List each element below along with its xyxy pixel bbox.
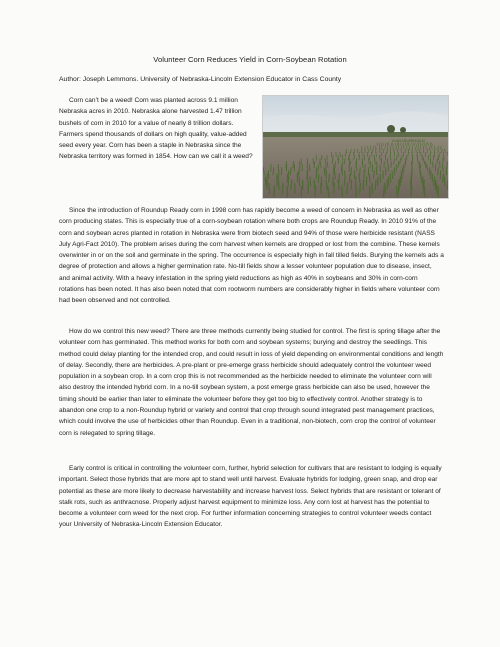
corn-plant	[310, 177, 311, 186]
corn-plant	[315, 186, 316, 196]
paragraph-intro	[59, 95, 257, 163]
corn-plant	[388, 177, 389, 186]
corn-plant	[293, 162, 294, 168]
corn-plant	[444, 177, 445, 186]
paragraph-early-control	[59, 463, 444, 531]
corn-plant	[342, 186, 343, 196]
corn-plant	[447, 180, 448, 189]
corn-plant	[265, 177, 266, 186]
corn-plant	[347, 183, 348, 193]
corn-plant	[326, 171, 327, 179]
corn-plant	[307, 174, 308, 182]
paragraph-background-text: Since the introduction of Roundup Ready corn in 1998 corn has rapidly become a weed of concern in Nebraska as well as other corn producing states. This is especially true of a corn-soybean rotation where both crops are Roundup Ready. In 2010 91% of the corn and soybean acres planted in rotation in Nebraska were from biotech seed and 94% of those were herbicide resistant (NASS July Agri-Fact 2010). The problem arises during the corn harvest when kernels are dropped or lost from the combine. These kernels overwinter in or on the soil and germinate in the spring. The occurrence is especially high in fall tilled fields. Burying the kernels ads a degree of protection and allows a higher germination rate. No-till fields show a lesser volunteer population due to disease, insect, and animal activity. With a heavy infestation in the spring yield reductions as high as 40% in soybeans and 30% in corn-corn rotations has been noted. It has also been noted that corn rootworm numbers are considerably higher in fields where volunteer corn had been observed and not controlled.	[59, 207, 444, 305]
corn-plant	[328, 186, 329, 196]
corn-plant	[372, 183, 373, 193]
corn-plant	[267, 180, 268, 189]
corn-plant	[359, 174, 360, 182]
corn-plant	[355, 177, 356, 186]
corn-plant	[392, 171, 393, 179]
paragraph-control-methods-text: How do we control this new weed? There are three methods currently being studied for control. The first is spring tillage after the volunteer corn has germinated. This method works for both corn and soybean systems; burying and destroy the seedlings. This method could delay planting for the intended crop, and could result in loss of yield depending on environmental conditions and length of delay. Secondly, there are herbicides. A pre-plant or pre-emerge grass herbicide should adequately control the volunteer weed population in a soybean crop. In a corn crop this is not recommended as the herbicide needed to eliminate the volunteer corn will also destroy the intended hybrid corn. In a no-till soybean system, a post emerge grass herbicide can also be used, however the timing should be earlier than later to eliminate the volunteer before they get too big to effectively control. Another strategy is to abandon one crop to a non-Roundup hybrid or variety and control that crop through sound integrated pest management practices, which could involve the use of herbicides other than Roundup. Even in a traditional, non-biotech, corn crop the control of volunteer corn is relegated to spring tillage.	[59, 328, 444, 437]
corn-plant	[360, 183, 361, 193]
corn-plant	[278, 171, 279, 179]
corn-plant	[385, 183, 386, 193]
corn-plant	[363, 180, 364, 189]
corn-plant	[288, 177, 289, 186]
corn-plant	[390, 174, 391, 182]
corn-plant	[436, 183, 437, 193]
cornfield-photo	[262, 95, 449, 199]
corn-plant	[384, 186, 385, 196]
paragraph-control-methods	[59, 326, 444, 439]
corn-plant	[397, 186, 398, 196]
corn-plant	[282, 183, 283, 193]
corn-plant	[438, 186, 439, 196]
corn-plant	[398, 183, 399, 193]
corn-plant	[411, 186, 412, 196]
corn-plant	[412, 158, 413, 163]
corn-plant	[438, 168, 439, 175]
corn-plant	[274, 186, 275, 196]
paragraph-background	[59, 205, 444, 307]
paragraph-intro-text: Corn can’t be a weed! Corn was planted across 9.1 million Nebraska acres in 2010. Nebraska alone harvested 1.47 trillion bushels of corn in 2010 for a value of nearly 8 trillion dollars. Farmers spend thousands of dollars on high quality, value-added seed every year. Corn has been a staple in Nebraska since the Nebraska territory was formed in 1854. How can we call it a weed?	[59, 97, 253, 161]
document-title: Volunteer Corn Reduces Yield in Corn-Soybean Rotation	[153, 55, 347, 64]
corn-plant	[434, 177, 435, 186]
corn-plant	[318, 174, 319, 182]
paragraph-early-control-text: Early control is critical in controlling the volunteer corn, further, hybrid selection for cultivars that are resistant to lodging is equally important. Select those hybrids that are more apt to stand well until harvest. Evaluate hybrids for lodging, green snap, and drop ear potential as these are more likely to decrease harvestability and increase harvest loss. Select hybrids that are resistant or tolerant of stalk rots, such as anthracnose. Properly adjust harvest equipment to minimize loss. Any corn lost at harvest has the potential to become a volunteer corn weed for the next crop. For further information concerning strategies to control volunteer weeds contact your University of Nebraska-Lincoln Extension Educator.	[59, 465, 442, 529]
corn-plant	[295, 183, 296, 193]
author-line: Author: Joseph Lemmons. University of Nebraska-Lincoln Extension Educator in Cass County	[59, 76, 342, 83]
corn-plant	[380, 165, 381, 172]
